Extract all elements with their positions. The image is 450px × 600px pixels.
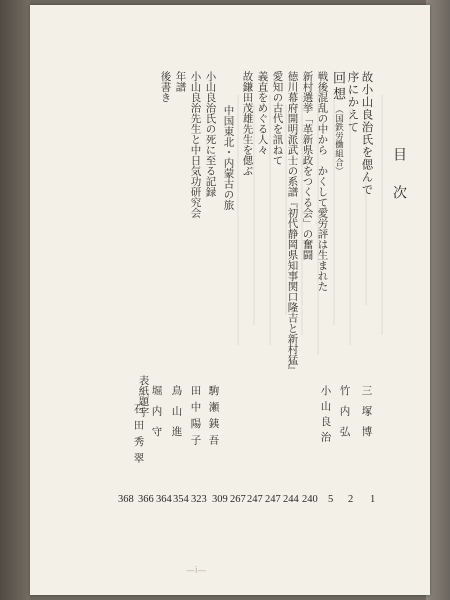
entry-title: 義直をめぐる人々 (256, 71, 269, 155)
book-spine-shadow (0, 0, 30, 600)
entry-title: 後書き (159, 71, 172, 103)
entry-title: 愛知の古代を訊ねて (271, 71, 284, 166)
page-folio: —i— (186, 566, 207, 576)
entry-title: 戦後混乱の中から かくして愛労評は生まれた (316, 71, 329, 292)
page-number: 1 (370, 494, 376, 505)
entry-author: 石田秀翠 (132, 403, 145, 469)
page-number: 309 (212, 494, 228, 505)
entry-author: 竹内弘 (338, 385, 351, 447)
entry-title: 表紙題字 (137, 375, 150, 417)
entry-author: 三塚博 (360, 385, 373, 447)
entry-title: 故鎌田茂雄先生を偲ぶ (241, 71, 254, 176)
page-number: 5 (328, 494, 334, 505)
page-number: 354 (173, 494, 189, 505)
page-number: 247 (247, 494, 263, 505)
entry-author: 堀内守 (150, 385, 163, 447)
page-number: 323 (191, 494, 207, 505)
entry-title: 徳川幕府開明派武士の系譜『初代静岡県知事関口隆吉と新村猛』 (286, 71, 299, 376)
entry-author: 駒瀬銕吾 (207, 385, 220, 451)
toc-page (30, 5, 430, 595)
entry-title: 小山良治氏の死に至る記録 (204, 71, 217, 197)
page-number: 244 (283, 494, 299, 505)
entry-title: 新村選挙「革新県政をつくる会」の奮闘 (301, 71, 314, 260)
entry-title: 年譜 (174, 71, 187, 92)
page-number: 267 (230, 494, 246, 505)
page-number: 366 (138, 494, 154, 505)
entry-subtitle: （国鉄労働組合） (333, 105, 344, 176)
entry-title: 故小山良治氏を偲んで (360, 71, 375, 196)
entry-title: 中国東北・内蒙古の旅 (222, 105, 235, 210)
entry-title: 小山良治先生と中日気功研究会 (189, 71, 202, 218)
entry-author: 小山良治 (319, 385, 332, 447)
entry-title: 回想 (330, 71, 345, 103)
page-number: 240 (302, 494, 318, 505)
page-number: 2 (348, 494, 354, 505)
page-number: 247 (265, 494, 281, 505)
page-number: 368 (118, 494, 134, 505)
entry-author: 鳥山進 (170, 385, 183, 447)
page-number: 364 (156, 494, 172, 505)
entry-title: 序にかえて (346, 71, 361, 134)
page-title: 目次 (391, 147, 407, 223)
entry-author: 田中陽子 (189, 385, 202, 451)
